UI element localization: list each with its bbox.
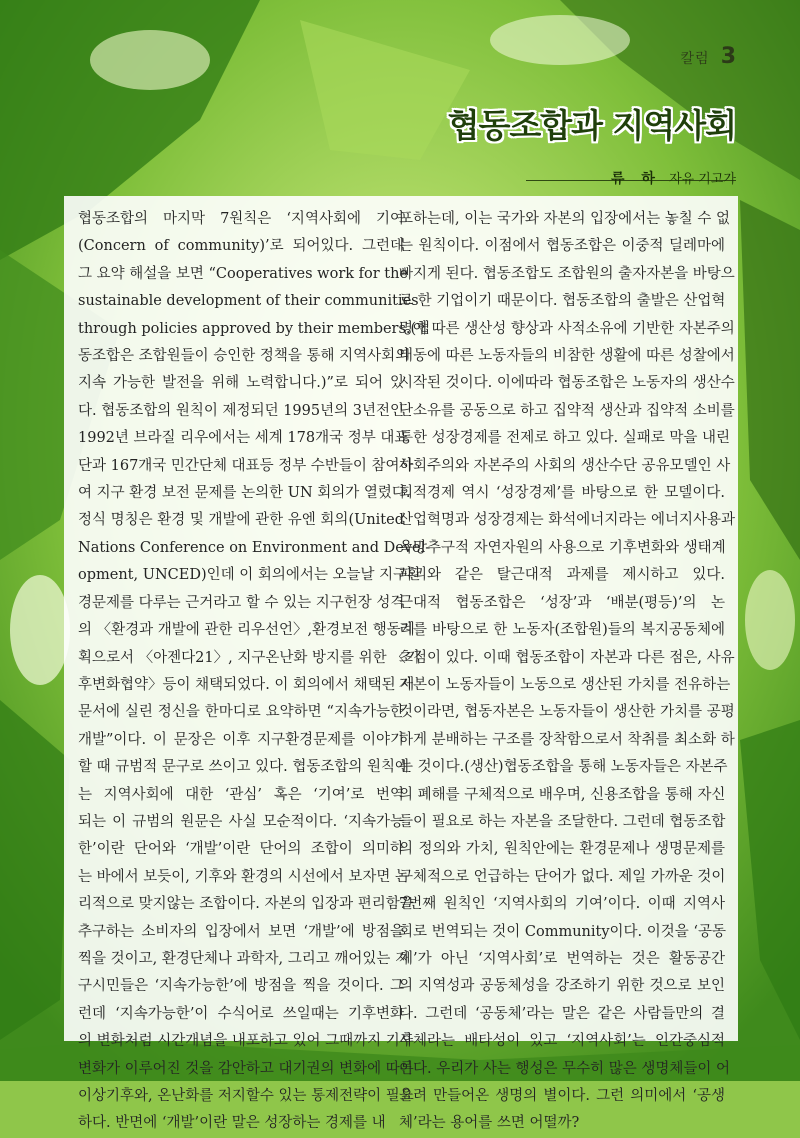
article-line: 시작된 것이다. 이에따라 협동조합은 노동자의 생산수 bbox=[399, 375, 735, 392]
article-line: 지속 가능한 발전을 위해 노력합니다.)”로 되어 있 bbox=[78, 375, 404, 392]
column-header bbox=[681, 44, 736, 69]
article-line: 후변화협약〉등이 채택되었다. 이 회의에서 채택된 제 bbox=[78, 676, 415, 693]
article-line: 울려 만들어온 생명의 별이다. 그런 의미에서 ‘공생 bbox=[399, 1088, 725, 1104]
article-line: 의 폐해를 구체적으로 배우며, 신용조합을 통해 자신 bbox=[399, 786, 726, 803]
article-line: 사회주의와 자본주의 사회의 생산수단 공유모델인 사 bbox=[399, 457, 731, 474]
article-line: 런데 ‘지속가능한’이 수식어로 쓰일때는 기후변화 bbox=[78, 1005, 404, 1022]
article-line: 욕망추구적 자연자원의 사용으로 기후변화와 생태계 bbox=[399, 539, 726, 556]
article-line: sustainable development of their communities bbox=[78, 293, 419, 310]
article-line: 근대적 협동조합은 ‘성장’과 ‘배분(평등)’의 논 bbox=[399, 594, 725, 611]
article-line: 의 변화처럼 시간개념을 내포하고 있어 그때까지 기후 bbox=[78, 1033, 414, 1050]
article-line: 포하는데, 이는 국가와 자본의 입장에서는 놓칠 수 없 bbox=[399, 211, 731, 227]
article-line: 구체적으로 언급하는 단어가 없다. 제일 가까운 것이 bbox=[399, 868, 726, 885]
article-line: 되는 이 규범의 원문은 사실 모순적이다. ‘지속가능 bbox=[78, 813, 404, 830]
article-line: 할 때 규범적 문구로 쓰이고 있다. 협동조합의 원칙에 bbox=[78, 759, 410, 776]
article-line: 산업혁명과 성장경제는 화석에너지라는 에너지사용과 bbox=[399, 512, 735, 529]
article-line: 여 지구 환경 보전 문제를 논의한 UN 회의가 열렸다. bbox=[78, 485, 411, 502]
article-line: 변화가 이루어진 것을 감안하고 대기권의 변화에 따른 bbox=[78, 1060, 414, 1077]
article-line: 자본이 노동자들이 노동으로 생산된 가치를 전유하는 bbox=[399, 676, 731, 693]
article-line: 의 지역성과 공동체성을 강조하기 위한 것으로 보인 bbox=[399, 978, 725, 995]
article-line: opment, UNCED)인데 이 회의에서는 오늘날 지구환 bbox=[78, 567, 422, 584]
article-line: 추구하는 소비자의 입장에서 보면 ‘개발’에 방점을 bbox=[78, 923, 404, 940]
article-line: 통한 성장경제를 전제로 하고 있다. 실패로 막을 내린 bbox=[399, 430, 731, 447]
article-line: 체’가 아닌 ‘지역사회’로 번역하는 것은 활동공간 bbox=[399, 950, 725, 967]
article-line: through policies approved by their members.(협 bbox=[78, 320, 431, 337]
article-line: 하게 분배하는 구조를 장착함으로서 착취를 최소화 하 bbox=[399, 731, 735, 748]
article-line: 들이 필요로 하는 자본을 조달한다. 그런데 협동조합 bbox=[399, 813, 726, 830]
article-line: 획으로서 〈아젠다21〉, 지구온난화 방지를 위한 〈기 bbox=[78, 649, 420, 666]
article-line: 태동에 따른 노동자들의 비참한 생활에 따른 성찰에서 bbox=[399, 348, 735, 365]
article-line: 다. 협동조합의 원칙이 제정되던 1995년의 3년전인 bbox=[78, 402, 404, 419]
article-line: 경문제를 다루는 근거라고 할 수 있는 지구헌장 성격 bbox=[78, 594, 405, 611]
article-line: 하다. 반면에 ‘개발’이란 말은 성장하는 경제를 내 bbox=[78, 1115, 386, 1132]
article-line: 개발”이다. 이 문장은 이후 지구환경문제를 이야기 bbox=[78, 731, 404, 748]
article-column-left bbox=[78, 206, 431, 1138]
article-line: 이상기후와, 온난화를 저지할수 있는 통제전략이 필요 bbox=[78, 1088, 414, 1104]
article-line: 정식 명칭은 환경 및 개발에 관한 유엔 회의(United bbox=[78, 512, 404, 529]
author-byline bbox=[526, 168, 736, 188]
article-line: 동조합은 조합원들이 승인한 정책을 통해 지역사회의 bbox=[78, 348, 410, 365]
article-line: 명에 따른 생산성 향상과 사적소유에 기반한 자본주의 bbox=[399, 320, 735, 337]
article-title: 협동조합과 지역사회 bbox=[447, 106, 736, 145]
section-label: 칼럼 bbox=[680, 51, 710, 67]
article-line: (Concern of community)’로 되어있다. 그런데 bbox=[78, 238, 404, 255]
article-line: 7번째 원칙인 ‘지역사회의 기여’이다. 이때 지역사 bbox=[399, 896, 725, 913]
article-line: 다. 그런데 ‘공동체’라는 말은 같은 사람들만의 결 bbox=[399, 1005, 725, 1022]
article-line: 회적경제 역시 ‘성장경제’를 바탕으로 한 모델이다. bbox=[399, 485, 725, 502]
article-line: Nations Conference on Environment and Devel- bbox=[78, 539, 431, 556]
article-line: 는 것이다.(생산)협동조합을 통해 노동자들은 자본주 bbox=[399, 759, 728, 776]
author-role: 자유 기고가 bbox=[669, 172, 736, 187]
article-line: 리를 바탕으로 한 노동자(조합원)들의 복지공동체에 bbox=[399, 622, 725, 639]
article-line: 파괴와 같은 탈근대적 과제를 제시하고 있다. bbox=[399, 567, 725, 584]
article-line: 단소유를 공동으로 하고 집약적 생산과 집약적 소비를 bbox=[399, 402, 735, 419]
article-line: 그 요약 해설을 보면 “Cooperatives work for the bbox=[78, 265, 409, 282]
article-line: 의 〈환경과 개발에 관한 리우선언〉,환경보전 행동계 bbox=[78, 622, 415, 639]
article-line: 사체라는 배타성이 있고 ‘지역사회’는 인간중심적 bbox=[399, 1033, 725, 1050]
article-line: 1992년 브라질 리우에서는 세계 178개국 정부 대표 bbox=[78, 430, 409, 447]
article-line: 의 정의와 가치, 원칙안에는 환경문제나 생명문제를 bbox=[399, 841, 725, 858]
article-line: 체’라는 용어를 쓰면 어떨까? bbox=[399, 1115, 580, 1132]
article-line: 이다. 우리가 사는 행성은 무수히 많은 생명체들이 어 bbox=[399, 1060, 731, 1077]
article-line: 초점이 있다. 이때 협동조합이 자본과 다른 점은, 사유 bbox=[399, 649, 735, 666]
article-line: 는 지역사회에 대한 ‘관심’ 혹은 ‘기여’로 번역 bbox=[78, 786, 404, 803]
article-line: 찍을 것이고, 환경단체나 과학자, 그리고 깨어있는 지 bbox=[78, 950, 410, 967]
article-line: 구시민들은 ‘지속가능한’에 방점을 찍을 것이다. 그 bbox=[78, 978, 404, 995]
article-line: 문서에 실린 정신을 한마디로 요약하면 “지속가능한 bbox=[78, 704, 404, 721]
article-column-right bbox=[399, 206, 735, 1138]
article-line: 는 원칙이다. 이점에서 협동조합은 이중적 딜레마에 bbox=[399, 238, 725, 255]
article-line: 회로 번역되는 것이 Community이다. 이것을 ‘공동 bbox=[399, 923, 727, 940]
article-line: 협동조합의 마지막 7원칙은 ‘지역사회에 기여 bbox=[78, 211, 404, 227]
author-name: 류 하 bbox=[610, 171, 661, 187]
page-number: 3 bbox=[720, 44, 736, 69]
article-line: 는 바에서 보듯이, 기후와 환경의 시선에서 보자면 논 bbox=[78, 868, 410, 885]
article-line: 단과 167개국 민간단체 대표등 정부 수반들이 참여하 bbox=[78, 457, 414, 474]
article-line: 것이라면, 협동자본은 노동자들이 생산한 가치를 공평 bbox=[399, 704, 735, 721]
article-line: 로 한 기업이기 때문이다. 협동조합의 출발은 산업혁 bbox=[399, 293, 726, 310]
article-line: 한’이란 단어와 ‘개발’이란 단어의 조합이 의미하 bbox=[78, 841, 404, 858]
article-line: 빠지게 된다. 협동조합도 조합원의 출자자본을 바탕으 bbox=[399, 265, 735, 282]
article-line: 리적으로 맞지않는 조합이다. 자본의 입장과 편리함을 bbox=[78, 896, 414, 913]
